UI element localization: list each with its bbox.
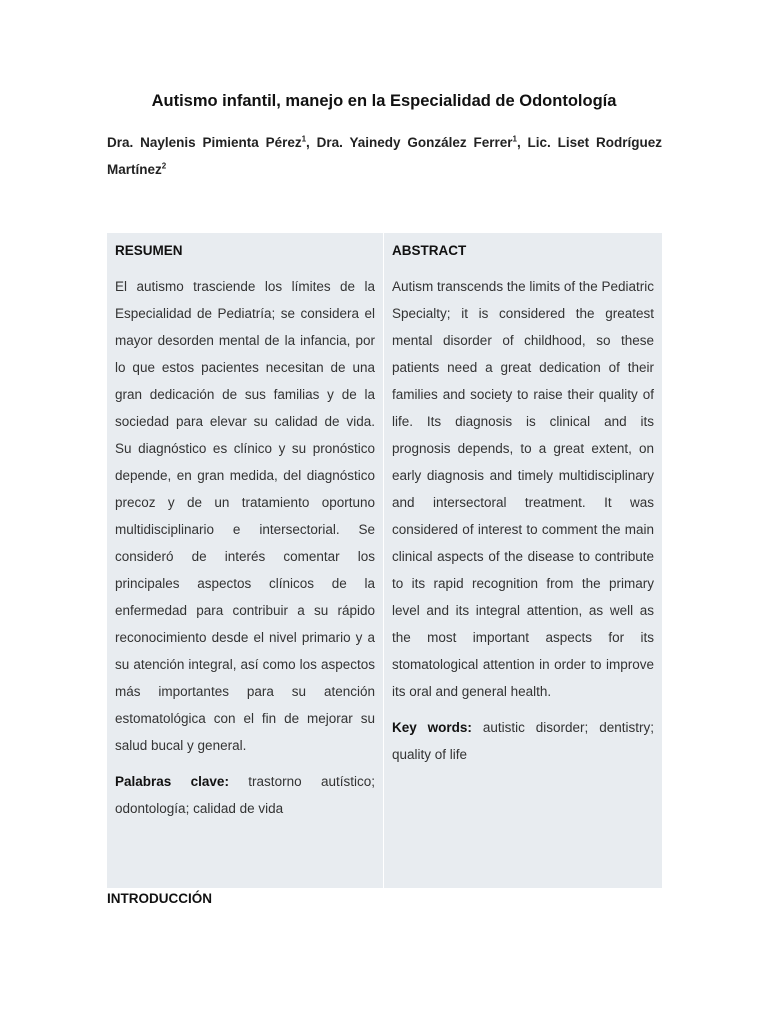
author-name: Lic. Liset Rodríguez Martínez xyxy=(107,135,662,177)
resumen-body xyxy=(115,273,375,759)
author-affiliation: 1 xyxy=(301,134,307,144)
abstract-text: Autism transcends the limits of the Pediatric Specialty; it is considered the greatest mental disorder of childhood, so these patients need a great dedication of their families and society to raise their quality of life. Its diagnosis is clinical and its prognosis depends, to a great extent, on early diagnosis and timely multidisciplinary and intersectoral treatment. It was considered of interest to comment the main clinical aspects of the disease to contribute to its rapid recognition from the primary level and its integral attention, as well as the most important aspects for its stomatological attention in order to improve its oral and general health. xyxy=(392,279,654,699)
author-affiliation: 2 xyxy=(161,161,167,171)
resumen-text: El autismo trasciende los límites de la Especialidad de Pediatría; se considera el mayor desorden mental de la infancia, por lo que estos pacientes necesitan de una gran dedicación de sus familias y de la sociedad para elevar su calidad de vida. Su diagnóstico es clínico y su pronóstico depende, en gran medida, del diagnóstico precoz y de un tratamiento oportuno multidisciplinario e intersectorial. Se consideró de interés comentar los principales aspectos clínicos de la enfermedad para contribuir a su rápido reconocimiento desde el nivel primario y a su atención integral, así como los aspectos más importantes para su atención estomatológica con el fin de mejorar su salud bucal y general. xyxy=(115,279,375,753)
author-name: Dra. Naylenis Pimienta Pérez xyxy=(107,135,302,150)
abstract-table xyxy=(107,233,662,888)
abstract-keywords-text: autistic disorder; dentistry; quality of life xyxy=(392,720,654,762)
abstract-keywords-label: Key words: xyxy=(392,720,472,735)
abstract-body xyxy=(392,273,654,705)
resumen-keywords-label: Palabras clave: xyxy=(115,774,229,789)
paper-title: Autismo infantil, manejo en la Especialidad de Odontología xyxy=(151,92,617,110)
resumen-keywords-text: trastorno autístico; odontología; calidad de vida xyxy=(115,774,375,816)
abstract-heading: ABSTRACT xyxy=(392,243,467,258)
author-list xyxy=(107,129,662,183)
author-separator: , xyxy=(306,135,317,150)
author-separator: , xyxy=(516,135,528,150)
abstract-keywords xyxy=(392,714,654,768)
resumen-keywords xyxy=(115,768,375,822)
abstract-column xyxy=(384,233,662,888)
section-heading-introduccion: INTRODUCCIÓN xyxy=(107,891,212,906)
resumen-column xyxy=(107,233,384,888)
author-name: Dra. Yainedy González Ferrer xyxy=(316,135,513,150)
author-affiliation: 1 xyxy=(512,134,517,144)
resumen-heading: RESUMEN xyxy=(115,243,183,258)
